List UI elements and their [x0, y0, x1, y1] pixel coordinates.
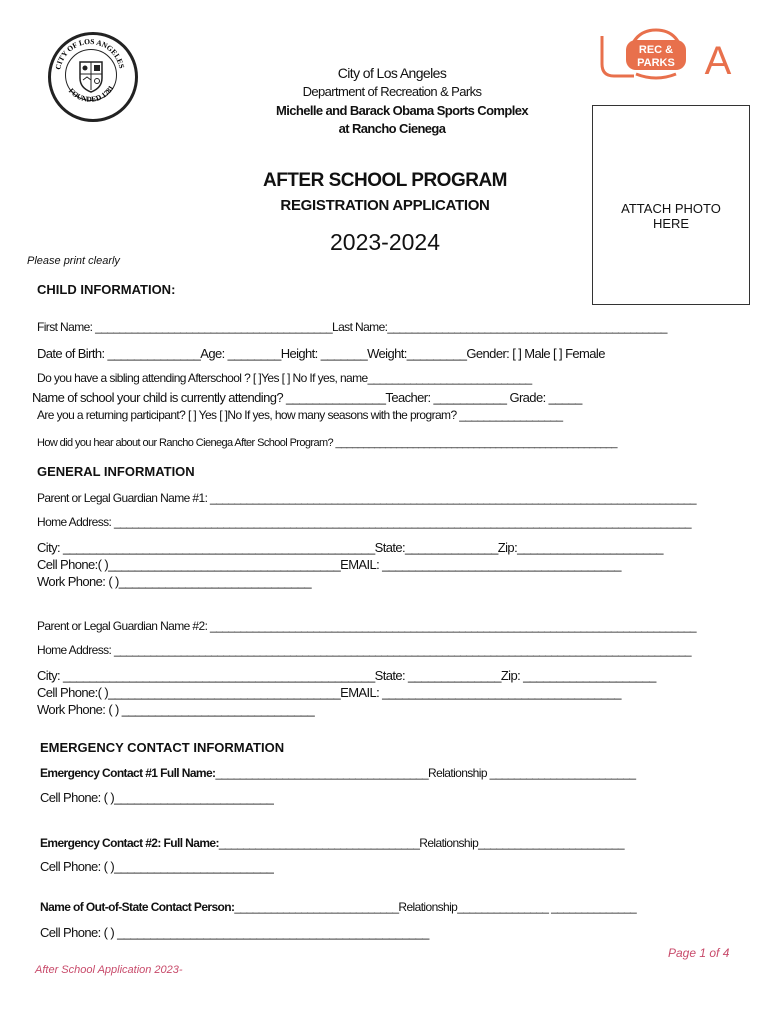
child-dob-field[interactable]: Date of Birth: ______________Age: ________Height: _______Weight:_________Gender: [ ] Male [ ] Female [37, 346, 605, 361]
guardian1-city-field[interactable]: City: _______________________________________________State:______________Zip:______________________ [37, 540, 663, 555]
seal-ring-text [48, 32, 132, 116]
header-department: Department of Recreation & Parks [302, 84, 482, 99]
page-subtitle: REGISTRATION APPLICATION [280, 197, 490, 214]
svg-text:A: A [704, 39, 732, 83]
city-seal [48, 32, 138, 122]
child-names-field[interactable]: First Name: _______________________________________Last Name:______________________________________________ [37, 320, 667, 334]
page-number: Page 1 of 4 [668, 946, 730, 960]
guardian2-work-field[interactable]: Work Phone: ( ) _____________________________ [37, 702, 315, 717]
photo-label [593, 201, 749, 231]
page-title: AFTER SCHOOL PROGRAM [262, 170, 508, 191]
guardian1-address-field[interactable]: Home Address: _______________________________________________________________________________________________ [37, 515, 691, 529]
emergency2-label: Emergency Contact #2: Full Name: [40, 836, 219, 850]
guardian1-work-field[interactable]: Work Phone: ( )_____________________________ [37, 574, 312, 589]
guardian1-name-field[interactable]: Parent or Legal Guardian Name #1: ________________________________________________________________________________ [37, 491, 696, 505]
emergency1-field[interactable] [40, 766, 635, 780]
outofstate-label: Name of Out-of-State Contact Person: [40, 900, 235, 914]
photo-label-line2: HERE [652, 216, 690, 231]
svg-text:PARKS: PARKS [637, 57, 675, 69]
guardian1-cell-field[interactable]: Cell Phone:( )___________________________________EMAIL: ____________________________________ [37, 557, 621, 572]
outofstate-blanks: ___________________________Relationship_______________ ______________ [234, 900, 637, 914]
emergency-heading: EMERGENCY CONTACT INFORMATION [40, 740, 285, 755]
returning-field[interactable]: Are you a returning participant? [ ] Yes [ ]No If yes, how many seasons with the program? _________________ [37, 408, 563, 422]
outofstate-field[interactable] [40, 900, 636, 914]
emergency2-field[interactable] [40, 836, 624, 850]
outofstate-cell-field[interactable]: Cell Phone: ( ) _______________________________________________ [40, 925, 429, 940]
emergency2-cell-field[interactable]: Cell Phone: ( )________________________ [40, 859, 274, 874]
hear-about-field[interactable]: How did you hear about our Rancho Cienega After School Program? ___________________________________________________ [37, 437, 617, 449]
header-city: City of Los Angeles [337, 65, 447, 81]
rec-parks-logo [596, 26, 746, 86]
guardian2-name-field[interactable]: Parent or Legal Guardian Name #2: ________________________________________________________________________________ [37, 619, 696, 633]
emergency1-label: Emergency Contact #1 Full Name: [40, 766, 216, 780]
school-field[interactable]: Name of school your child is currently attending? _______________Teacher: ___________ Grade: _____ [32, 390, 582, 405]
svg-text:REC &: REC & [638, 44, 674, 56]
header-complex: Michelle and Barack Obama Sports Complex [276, 103, 528, 118]
program-year: 2023-2024 [330, 229, 440, 255]
emergency2-blanks: _________________________________Relationship________________________ [218, 836, 624, 850]
sibling-field[interactable]: Do you have a sibling attending Afterschool ? [ ]Yes [ ] No If yes, name___________________________ [37, 371, 532, 385]
header-location: at Rancho Cienega [338, 121, 446, 136]
child-heading: CHILD INFORMATION: [37, 282, 176, 297]
guardian2-cell-field[interactable]: Cell Phone:( )___________________________________EMAIL: ____________________________________ [37, 685, 621, 700]
emergency1-blanks: ___________________________________Relationship ________________________ [215, 766, 636, 780]
guardian2-city-field[interactable]: City: _______________________________________________State: ______________Zip: ____________________ [37, 668, 656, 683]
general-heading: GENERAL INFORMATION [37, 464, 195, 479]
photo-label-line1: ATTACH PHOTO [621, 201, 721, 216]
print-note: Please print clearly [27, 255, 120, 267]
footer-doc-title: After School Application 2023- [35, 964, 183, 976]
svg-text:FOUNDED 1781: FOUNDED 1781 [66, 83, 116, 104]
svg-text:CITY OF LOS ANGELES: CITY OF LOS ANGELES [53, 36, 127, 71]
photo-attach-box[interactable] [592, 105, 750, 305]
guardian2-address-field[interactable]: Home Address: _______________________________________________________________________________________________ [37, 643, 691, 657]
emergency1-cell-field[interactable]: Cell Phone: ( )________________________ [40, 790, 274, 805]
